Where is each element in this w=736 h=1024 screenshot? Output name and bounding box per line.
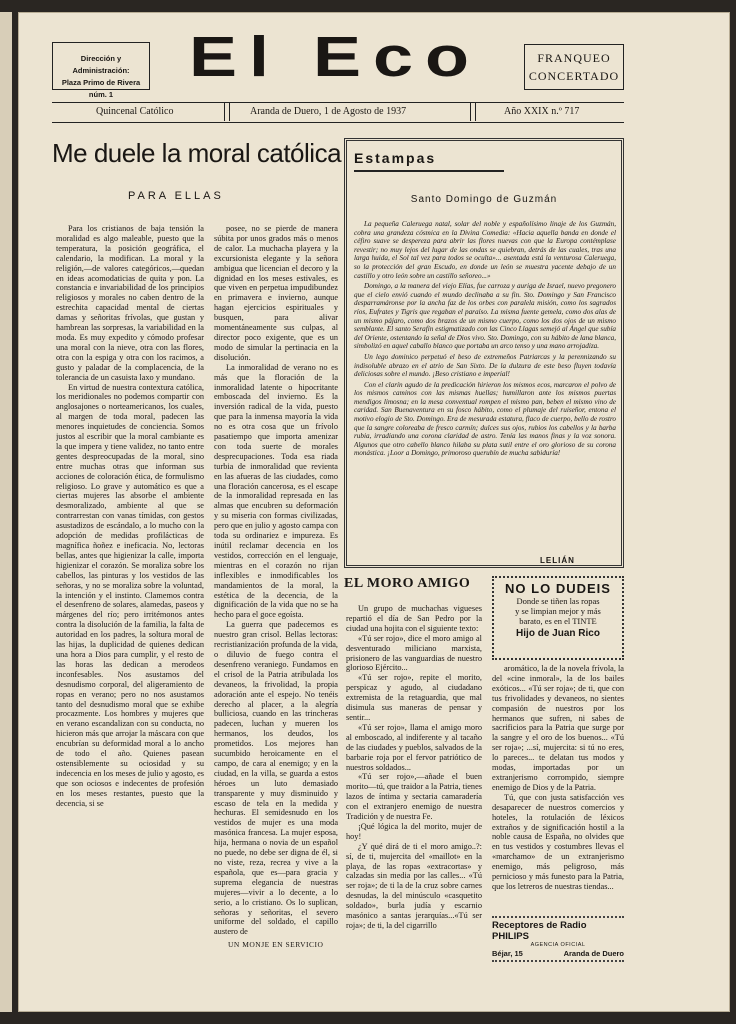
ad-divider	[492, 960, 624, 962]
ad-agency: AGENCIA OFICIAL	[530, 942, 586, 948]
masthead-rule-top	[52, 102, 624, 103]
estampas-signature: LELIÁN	[540, 556, 575, 565]
address-line-2: Plaza Primo de Rivera núm. 1	[61, 78, 141, 99]
subtitle-date: Aranda de Duero, 1 de Agosto de 1937	[250, 106, 407, 117]
subtitle-divider	[470, 103, 476, 121]
paragraph: La pequeña Caleruega natal, solar del noble y españolísimo linaje de los Guzmán, cobra una grandeza cósmica en la Divina Comedia: «Hacia aquella banda en donde el céfiro suave se despereza para abrir las flores nuevas con que la Europa contémplase revestir; no muy lejos del lugar de las ondas se quiebran, detrás de las cuales, tras una larga huida, el Sol tal vez para todos se oculta»... asentada está la venturosa Caleruega, so la protección del gran Escudo, en donde un león se muestra yacente debajo de un castillo y otro león sobre un castillo señoreo...»	[354, 220, 616, 280]
paragraph: En virtud de nuestra contextura católica, los meridionales no podemos compartir con anglosajones o norteamericanos, los cuales, al margen de toda moral, padecen las menores inquietudes de conciencia. Somos justos al escribir que la moral cambiante es la que impera y tiene validez, no tanto entre gentes despreocupadas de la moral, sino entre muchas otras que informan sus acciones de coloración ética, de formulismo religioso. Lo grave y automático es que a ciertas mujeres las absorbe el ambiente desmoralizado, ambiente al que se contrarrestan con vanas tímidas, con gestos asustadizos de escándalo, a lo mucho con la adopción de medidas profilácticas de magnífica ñoñez e ineficacia. No, lectoras bellas, antes que higienizar la calle, importa higienizar el corazón. Se moraliza sobre los cabellos, las pinturas y los vestidos de las señoras, y no se moraliza sobre la voluntad, la intención y el instinto. Clamemos contra el desenfreno de solares, alamedas, paseos y márgenes del río; pero irritémonos antes contra la disolución de la familia, la falta de autoridad en los padres, la soltura moral de las hijas, la duplicidad de quienes dedican una hora a Dios para cumplir, y el resto de las horas las dedican a merodeos inconfesables. Nos asustamos del desnudismo corporal, del aligeramiento de ropas en verano; pero no nos asustamos tanto del desnudismo moral que se exhibe procazmente. Los hombres y mujeres que en verano escandalizan con su conducta, no hicieron más que arrojar la máscara con que encubrían su deformidad moral a lo ancho de todo el año. Quienes pasean ostensiblemente su ociosidad y su indecencia en los meses de julio y agosto, es que son ociosos e indecentes de profesión en los meses restantes, puesto que la decencia, si se	[56, 382, 204, 808]
address-line-1: Dirección y Administración:	[72, 54, 130, 75]
postage-line-2: CONCERTADO	[528, 69, 620, 83]
ad-line: barato, es en el TINTE	[519, 616, 597, 626]
paragraph: La guerra que padecemos es nuestro gran crisol. Bellas lectoras: recristianización profunda de la vida, o diluvio de fuego contra el desenfreno veraniego. Fundamos en el crisol de la Patria atribulada los devaneos, la frivolidad, la propia adoración ante el espejo. No tenéis derecho al placer, a la alegría bulliciosa, cuando en las trincheras padecen, luchan y mueren los hermanos, los deudos, los prometidos. Los mejores han sucumbido heroicamente en el campo, de cara al enemigo; y en la ciudad, en la villa, se guarda a estos héroes un luto demasiado transparente y muy disminuido y escaso de tela en la medida y hechuras. El semidesnudo en los vestidos de mujer es una moda masónica francesa. La mujer esposa, hija, hermana o novia de un español no puede, no debe ser digna de él, si no viste, reza, recrea y vive a la española, que es—para gracia y suprema elegancia de nuestras mujeres—vivir a lo decente, a lo serio, a lo cristiano. Os lo suplican, señoras y señoritas, el severo uniforme del soldado, el capillo austero de	[214, 620, 338, 936]
paragraph: Con el clarín agudo de la predicación hirieron los mismos ecos, marcaron el polvo de los mismos caminos con las mismas huellas; humillaron ante los mismos puertas mendigos limosna; en la mesa conventual rompen el mismo pan, beben el mismo vino de caridad. San Buenaventura en su fosco hábito, como el plumaje del ruiseñor, entona el motivo elogio de Sto. Domingo. Era de mesurada estatura, flaco de cuerpo, bello de rostro que la sangre coloreaba de fresco carmín; dulces sus ojos, rubios los cabellos y la barba rubia, irradiando una corona claridad de astro. Tenía las manos finas y la voz sonora. Algunos que otro cabello blanco hilaba su plata sutil entre el oro glorioso de su corona monástica. ¡Loor a Domingo, primoroso querubín de mucha sabiduría!	[354, 380, 616, 458]
estampas-body	[354, 220, 616, 550]
postage-box	[524, 44, 624, 90]
address-box	[52, 42, 150, 99]
article-subtitle: PARA ELLAS	[128, 190, 224, 202]
newspaper-title: El Eco	[188, 26, 482, 89]
tinte-advertisement	[492, 576, 624, 660]
paragraph: posee, no se pierde de manera súbita por unos grados más o menos de calor. La muchacha playera y la excursionista elegante y la señora ambigua que licencian el decoro y la dignidad en los meses estivales, es que viven en perpetua impudibundez en primavera e invierno, aunque hagan ejercicios espirituales y busquen, para alivar momentáneamente sus culpas, al director poco exigente, que es un modo de simular la pertinacia en la disolución.	[214, 224, 338, 362]
article-title: Me duele la moral católica	[52, 138, 342, 168]
estampas-subtitle: Santo Domingo de Guzmán	[410, 194, 558, 205]
ad-address: Béjar, 15	[492, 949, 523, 958]
paragraph: Para los cristianos de baja tensión la moralidad es algo maleable, puesto que la temperatura, la posición geográfica, el calendario, la modifican. La moral y la religión,—de valores categóricos,—quedan en ideas acomodaticias de quita y pon. La constancia e invariabilidad de los principios religiosos y morales no caben dentro de la estrechita capacidad mental de ciertas damas y señoritas frívolas, que gustan y hambrean las sorpresas, la variabilidad en la moda. Es muy expedito y cómodo profesar una moral con la nieve, otra con las flores, otra con la espiga y otra con los racimos, a gusto y paladar de la complacencia, de la tolerancia de un casuista laxo y mundano.	[56, 224, 204, 382]
ad-line: y se limpian mejor y más	[515, 606, 601, 616]
ad-heading: NO LO DUDEIS	[505, 581, 611, 596]
article-column-1	[56, 224, 204, 942]
paragraph: «Tú ser rojo»,—añade el buen morito—tú, que traidor a la Patria, tienes lazos de íntima y sectaria camaradería con el extranjero enemigo de nuestra Tradición y de nuestra Fe.	[346, 772, 482, 822]
masthead-rule-bottom	[52, 122, 624, 123]
paragraph: Tú, que con justa satisfacción ves desaparecer de nuestros comercios y hoteles, la rotulación de léxicos extraños y de significación hostil a la noble causa de España, no olvides que en tus vestidos y costumbres llevas el «marchamo» de un extranjerismo enemigo, más peligroso, más pernicioso y más funesto para la Patria, que los letreros de nuestras tiendas...	[492, 792, 624, 891]
ad-line: Donde se tiñen las ropas	[516, 596, 600, 606]
moro-column-1	[346, 604, 482, 1000]
paragraph: «Tú ser rojo», repite el morito, perspicaz y agudo, al ciudadano extremista de la retaguardia, que mal disimula sus maneras de pensar y sentir...	[346, 673, 482, 722]
adjacent-page-edge	[0, 12, 12, 1012]
paragraph: Un lego dominico perpetuó el beso de extremeños Patriarcas y la perennizando su indisoluble abrazo en el atrio de San Sixto. De la dulzura de este beso fluyen todavía deliciosas sobre el mundo. ¡Beso cristiano e imperial!	[354, 352, 616, 379]
paragraph: La inmoralidad de verano no es más que la floración de la inmoralidad latente o hipocritante emboscada del invierno. Es la inversión radical de la vida, puesto que para la inmensa mayoría la vida no es otra cosa que un frívolo pasatiempo que importa amenizar con toda suerte de morales desprecupaciones. Toda esa riada turbia de inmoralidad que revienta en las afueras de las ciudades, como una floración cancerosa, es el escape de la inmoralidad represada en las almas que encubren su deformación y su miseria con formas civilizadas, pero que en julio y agosto campa con toda su ordinariez e impureza. Es inútil reclamar decencia en los vestidos, corrección en el lenguaje, mientras en el corazón no rijan inflexibles e inmodificables los mandamientos de la moral, la estética de la decencia, de la dignificación de la vida que no se ha hecho para el goce egoísta.	[214, 362, 338, 620]
paragraph: Domingo, a la manera del viejo Elías, fue carroza y auriga de Israel, nuevo pregonero que el cielo envió cuando el mundo declinaba a su fin. Sto. Domingo y San Francisco desparramáronse por la ancha faz de los orbes con paralela misión, como los sagrados ríos, Eufrates y Tigris que regaban el paraíso. La misma fuente gemela, como dos alas de un mismo pájaro, como dos brazos de un mismo cuerpo, como los dos ojos de un mismo semblante. El santo Serafín estigmatizado con las Cinco Llagas semejó al Ángel que subía del Oriente, ostentando la señal de Dios vivo. Sto. Domingo, con su hábito de lana blanca, simbolizó en aquel caballo blanco que portaba un arco tenso y una mano arrojadiza.	[354, 282, 616, 351]
philips-advertisement	[492, 914, 624, 964]
paragraph: aromático, la de la novela frívola, la del «cine inmoral», la de los bailes exóticos... «Tú ser roja»; de ti, que con tus frivolidades y devaneos, no sientes compasión de nuestros por los hermanos que sufren, ni sabes de sacrificios para la Patria que surge por la sangre y el oro de los buenos... «Tú ser roja»; ...sí, mujercita: si tú no eres, lo pareces... te delatan tus modos y modas, importadas por un extranjerismo corrompido, siempre enemigo de Dios y de la Patria.	[492, 664, 624, 792]
estampas-heading: Estampas	[354, 150, 437, 166]
ad-firm: Hijo de Juan Rico	[516, 628, 600, 639]
postage-line-1: FRANQUEO	[537, 51, 611, 65]
paragraph: ¡Qué lógica la del morito, mujer de hoy!	[346, 821, 482, 841]
ad-divider	[492, 916, 624, 918]
paragraph: «Tú ser rojo», llama el amigo moro al emboscado, al indiferente y al tacaño de las ciudades y pueblos, salvados de la barbarie roja por el fervor patriótico de nuestros soldados...	[346, 722, 482, 772]
estampas-underline	[354, 170, 504, 172]
moro-column-2	[492, 664, 624, 908]
moro-title: EL MORO AMIGO	[344, 576, 471, 591]
paragraph: Un grupo de muchachas vigueses repartió el día de San Pedro por la ciudad una hojita con el siguiente texto:	[346, 604, 482, 633]
ad-town: Aranda de Duero	[563, 949, 624, 958]
subtitle-periodicity: Quincenal Católico	[96, 106, 174, 117]
article-column-2	[214, 224, 338, 936]
paragraph: ¿Y qué dirá de ti el moro amigo..?: sí, de ti, mujercita del «maillot» en la playa, de las ropas «extracortas» y calzadas sin media por las calles... «Tú ser roja»; de ti la de la cruz sobre carnes desnudas, la del minúsculo «casquetito soldado», burla judía y escarnio masónico a santas jerarquías...«Tú ser roja»; de ti, la del cigarrillo	[346, 841, 482, 930]
subtitle-issue: Año XXIX n.º 717	[504, 106, 580, 117]
ad-address-row	[492, 949, 624, 958]
article-signature: UN MONJE EN SERVICIO	[228, 940, 324, 949]
paragraph: «Tú ser rojo», dice el moro amigo al desventurado miliciano marxista, prisionero de las vanguardias de nuestro glorioso Ejército...	[346, 633, 482, 673]
ad-headline: Receptores de Radio PHILIPS	[492, 920, 587, 942]
subtitle-divider	[224, 103, 230, 121]
